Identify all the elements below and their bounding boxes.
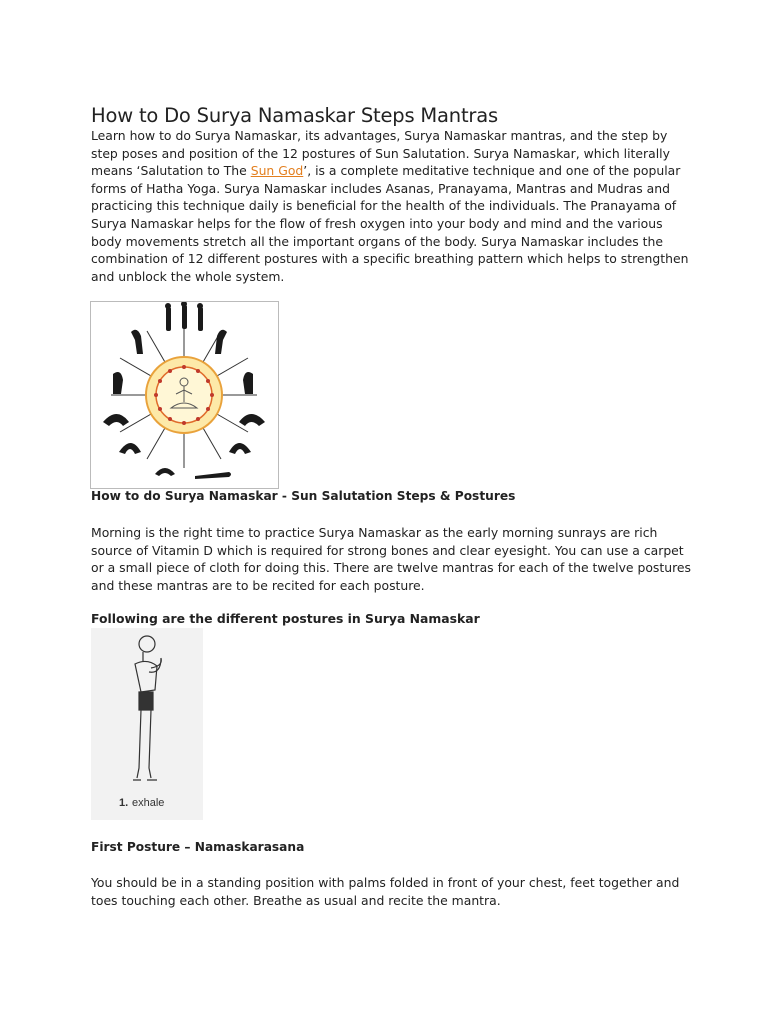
standing-figure-illustration	[91, 628, 203, 820]
page-title: How to Do Surya Namaskar Steps Mantras	[91, 104, 498, 127]
first-posture-paragraph: You should be in a standing position with palms folded in front of your chest, feet together and toes touching each other. Breathe as usual and recite the mantra.	[91, 875, 680, 908]
intro-text-end: ’, is a complete meditative technique and one of the popular forms of Hatha Yoga. Surya Namaskar includes Asanas, Pranayama, Mantras and Mudras and practicing this technique daily is beneficial for the health of the individuals. The Pranayama of Surya Namaskar helps for the flow of fresh oxygen into your body and mind and the various body movements stretch all the important organs of the body. Surya Namaskar includes the combination of 12 different postures with a specific breathing pattern which helps to strengthen and unblock the whole system.	[91, 163, 689, 284]
sun-god-link[interactable]: Sun God	[250, 163, 304, 179]
sun-salutation-illustration	[91, 302, 278, 488]
intro-text-start: Learn how to do Surya Namaskar, its advantages, Surya Namaskar mantras, and the step by step poses and position of the 12 postures of Sun Salutation. Surya Namaskar, which literally means ‘Salutation to The	[91, 128, 670, 179]
figure-caption: How to do Surya Namaskar - Sun Salutation Steps & Postures	[91, 489, 516, 503]
intro-paragraph	[91, 127, 691, 285]
first-posture-image	[91, 628, 203, 820]
sun-salutation-diagram	[90, 301, 279, 489]
figure-step-label: exhale	[132, 797, 165, 809]
figure-step-number: 1.	[119, 797, 129, 809]
postures-heading: Following are the different postures in Surya Namaskar	[91, 611, 480, 626]
first-posture-heading: First Posture – Namaskarasana	[91, 840, 305, 854]
morning-paragraph: Morning is the right time to practice Surya Namaskar as the early morning sunrays are rich source of Vitamin D which is required for strong bones and clear eyesight. You can use a carpet or a small piece of cloth for doing this. There are twelve mantras for each of the twelve postures and these mantras are to be recited for each posture.	[91, 525, 691, 593]
